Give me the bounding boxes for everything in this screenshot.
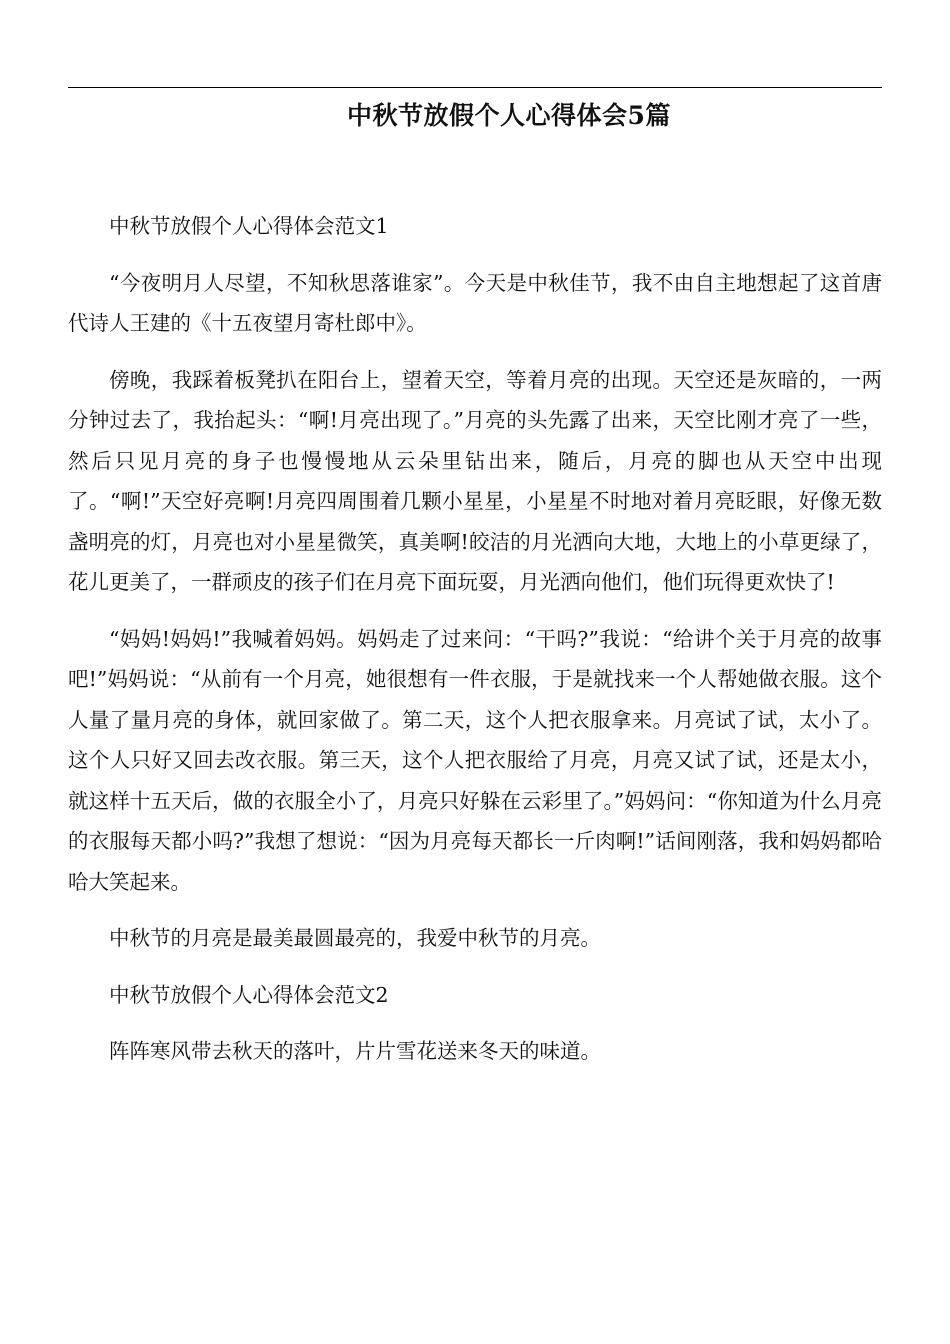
- section-heading-1: 中秋节放假个人心得体会范文1: [109, 214, 389, 238]
- document-body: [68, 206, 882, 1088]
- body-paragraph: 阵阵寒风带去秋天的落叶，片片雪花送来冬天的味道。: [109, 1039, 601, 1063]
- body-paragraph: “今夜明月人尽望，不知秋思落谁家”。今天是中秋佳节，我不由自主地想起了这首唐代诗人王建的《十五夜望月寄杜郎中》。: [68, 270, 882, 335]
- body-paragraph: 傍晚，我踩着板凳扒在阳台上，望着天空，等着月亮的出现。天空还是灰暗的，一两分钟过去了，我抬起头：“啊!月亮出现了。”月亮的头先露了出来，天空比刚才亮了一些，然后只见月亮的身子也慢慢地从云朵里钻出来，随后，月亮的脚也从天空中出现了。“啊!”天空好亮啊!月亮四周围着几颗小星星，小星星不时地对着月亮眨眼，好像无数盏明亮的灯，月亮也对小星星微笑，真美啊!皎洁的月光洒向大地，大地上的小草更绿了，花儿更美了，一群顽皮的孩子们在月亮下面玩耍，月光洒向他们，他们玩得更欢快了!: [68, 367, 882, 594]
- document-title: 中秋节放假个人心得体会5篇: [347, 101, 671, 130]
- body-paragraph: “妈妈!妈妈!”我喊着妈妈。妈妈走了过来问：“干吗?”我说：“给讲个关于月亮的故事吧!”妈妈说：“从前有一个月亮，她很想有一件衣服，于是就找来一个人帮她做衣服。这个人量了量月亮的身体，就回家做了。第二天，这个人把衣服拿来。月亮试了试，太小了。这个人只好又回去改衣服。第三天，这个人把衣服给了月亮，月亮又试了试，还是太小，就这样十五天后，做的衣服全小了，月亮只好躲在云彩里了。”妈妈问：“你知道为什么月亮的衣服每天都小吗?”我想了想说：“因为月亮每天都长一斤肉啊!”话间刚落，我和妈妈都哈哈大笑起来。: [68, 626, 882, 894]
- section-heading-2: 中秋节放假个人心得体会范文2: [109, 982, 389, 1007]
- body-paragraph: 中秋节的月亮是最美最圆最亮的，我爱中秋节的月亮。: [109, 926, 601, 950]
- header-rule: [68, 87, 882, 88]
